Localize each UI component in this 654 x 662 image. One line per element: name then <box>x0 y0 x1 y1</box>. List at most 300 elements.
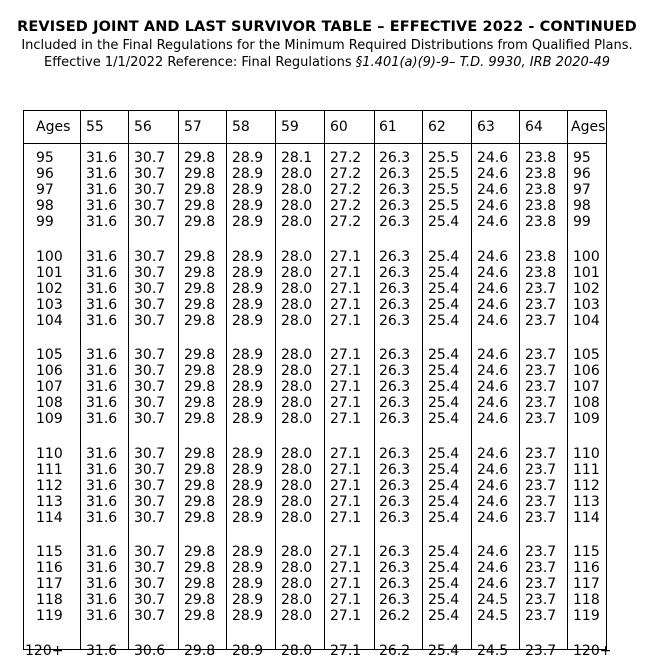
table-cell: 25.4 <box>428 493 460 510</box>
table-cell: 28.0 <box>281 296 313 313</box>
table-cell: 30.7 <box>134 182 166 199</box>
table-cell: 26.3 <box>379 166 411 183</box>
table-cell: 29.8 <box>184 347 216 363</box>
column-header: Ages <box>571 119 606 135</box>
table-cell: 29.8 <box>184 395 216 412</box>
table-cell: 26.3 <box>379 296 411 313</box>
table-cell: 26.3 <box>379 182 411 199</box>
column-header: 58 <box>232 119 250 135</box>
table-cell: 26.3 <box>379 280 411 297</box>
table-cell: 29.8 <box>184 296 216 313</box>
table-cell: 23.7 <box>525 461 557 478</box>
table-cell: 29.8 <box>184 642 216 659</box>
table-cell: 30.7 <box>134 493 166 510</box>
table-cell: 30.7 <box>134 560 166 577</box>
table-cell: 24.6 <box>477 509 509 526</box>
table-cell: 31.6 <box>86 477 118 494</box>
table-cell: 28.0 <box>281 248 313 265</box>
table-cell: 27.1 <box>330 248 362 265</box>
table-cell: 26.3 <box>379 264 411 281</box>
table-cell: 31.6 <box>86 363 118 380</box>
table-cell: 31.6 <box>86 445 118 462</box>
table-cell: 24.6 <box>477 477 509 494</box>
table-cell: 30.7 <box>134 166 166 183</box>
table-cell: 120+ <box>573 642 612 659</box>
table-cell: 31.6 <box>86 544 118 560</box>
table-cell: 28.9 <box>232 198 264 215</box>
column-divider <box>422 111 423 649</box>
column-divider <box>275 111 276 649</box>
table-cell: 23.7 <box>525 280 557 297</box>
table-cell: 30.7 <box>134 363 166 380</box>
table-cell: 28.0 <box>281 347 313 363</box>
column-divider <box>374 111 375 649</box>
table-cell: 28.0 <box>281 477 313 494</box>
page-title: REVISED JOINT AND LAST SURVIVOR TABLE – EFFECTIVE 2022 - CONTINUED <box>17 19 637 35</box>
table-cell: 31.6 <box>86 592 118 609</box>
table-cell: 28.0 <box>281 264 313 281</box>
table-cell: 27.1 <box>330 544 362 560</box>
column-header: 64 <box>525 119 543 135</box>
table-cell: 24.6 <box>477 312 509 329</box>
table-cell: 28.9 <box>232 347 264 363</box>
table-cell: 28.0 <box>281 493 313 510</box>
table-cell: 31.6 <box>86 608 118 625</box>
table-cell: 27.2 <box>330 182 362 199</box>
table-cell: 27.1 <box>330 592 362 609</box>
table-cell: 28.9 <box>232 264 264 281</box>
table-cell: 28.9 <box>232 182 264 199</box>
table-cell: 26.3 <box>379 363 411 380</box>
table-cell: 28.0 <box>281 608 313 625</box>
table-cell: 28.9 <box>232 477 264 494</box>
table-cell: 28.9 <box>232 363 264 380</box>
table-cell: 27.2 <box>330 166 362 183</box>
subtitle-line-2 <box>0 55 654 70</box>
table-cell: 30.7 <box>134 395 166 412</box>
table-cell: 24.6 <box>477 445 509 462</box>
table-cell: 24.5 <box>477 592 509 609</box>
table-cell: 23.8 <box>525 182 557 199</box>
table-cell: 26.3 <box>379 544 411 560</box>
table-cell: 28.9 <box>232 150 264 166</box>
table-cell: 25.4 <box>428 248 460 265</box>
table-cell: 28.0 <box>281 560 313 577</box>
column-divider <box>471 111 472 649</box>
table-cell: 25.4 <box>428 544 460 560</box>
table-cell: 30.7 <box>134 544 166 560</box>
table-cell: 25.4 <box>428 379 460 396</box>
table-cell: 24.6 <box>477 493 509 510</box>
table-cell: 108 <box>573 395 600 412</box>
table-cell: 30.7 <box>134 411 166 428</box>
table-cell: 24.6 <box>477 248 509 265</box>
column-header: Ages <box>36 119 71 135</box>
table-cell: 31.6 <box>86 509 118 526</box>
table-cell: 26.3 <box>379 592 411 609</box>
table-cell: 24.6 <box>477 150 509 166</box>
table-cell: 29.8 <box>184 248 216 265</box>
table-cell: 27.1 <box>330 461 362 478</box>
table-cell: 28.9 <box>232 445 264 462</box>
table-cell: 31.6 <box>86 248 118 265</box>
table-cell: 28.9 <box>232 509 264 526</box>
table-cell: 107 <box>36 379 63 396</box>
table-cell: 27.1 <box>330 363 362 380</box>
table-cell: 23.8 <box>525 198 557 215</box>
column-header: 57 <box>184 119 202 135</box>
table-cell: 29.8 <box>184 264 216 281</box>
table-cell: 23.7 <box>525 560 557 577</box>
table-cell: 25.4 <box>428 576 460 593</box>
table-cell: 25.5 <box>428 198 460 215</box>
table-cell: 98 <box>36 198 54 215</box>
table-cell: 23.7 <box>525 347 557 363</box>
table-cell: 27.1 <box>330 280 362 297</box>
table-cell: 28.0 <box>281 509 313 526</box>
table-cell: 31.6 <box>86 182 118 199</box>
table-cell: 118 <box>573 592 600 609</box>
table-cell: 23.7 <box>525 642 557 659</box>
table-cell: 28.0 <box>281 576 313 593</box>
table-cell: 29.8 <box>184 379 216 396</box>
table-cell: 30.7 <box>134 445 166 462</box>
table-cell: 27.1 <box>330 264 362 281</box>
table-cell: 101 <box>36 264 63 281</box>
table-cell: 25.4 <box>428 461 460 478</box>
table-cell: 102 <box>573 280 600 297</box>
table-cell: 25.4 <box>428 608 460 625</box>
table-cell: 29.8 <box>184 461 216 478</box>
column-header: 61 <box>379 119 397 135</box>
table-cell: 105 <box>36 347 63 363</box>
table-cell: 26.2 <box>379 608 411 625</box>
table-cell: 103 <box>573 296 600 313</box>
table-cell: 31.6 <box>86 280 118 297</box>
table-cell: 29.8 <box>184 576 216 593</box>
table-cell: 29.8 <box>184 150 216 166</box>
table-cell: 31.6 <box>86 642 118 659</box>
table-cell: 28.0 <box>281 198 313 215</box>
table-cell: 27.2 <box>330 150 362 166</box>
table-cell: 23.8 <box>525 166 557 183</box>
column-divider <box>567 111 568 649</box>
table-cell: 100 <box>36 248 63 265</box>
table-cell: 28.0 <box>281 214 313 231</box>
table-cell: 118 <box>36 592 63 609</box>
table-cell: 28.9 <box>232 312 264 329</box>
table-cell: 115 <box>36 544 63 560</box>
table-cell: 29.8 <box>184 280 216 297</box>
table-cell: 25.4 <box>428 264 460 281</box>
table-cell: 114 <box>36 509 63 526</box>
table-cell: 95 <box>573 150 591 166</box>
table-cell: 27.2 <box>330 198 362 215</box>
table-cell: 28.0 <box>281 642 313 659</box>
table-cell: 28.9 <box>232 493 264 510</box>
table-cell: 28.0 <box>281 461 313 478</box>
table-cell: 25.4 <box>428 280 460 297</box>
table-cell: 26.3 <box>379 509 411 526</box>
table-cell: 24.6 <box>477 296 509 313</box>
table-cell: 26.3 <box>379 198 411 215</box>
table-cell: 30.7 <box>134 347 166 363</box>
table-cell: 26.3 <box>379 461 411 478</box>
table-cell: 24.6 <box>477 264 509 281</box>
table-cell: 113 <box>573 493 600 510</box>
table-cell: 29.8 <box>184 509 216 526</box>
table-cell: 30.7 <box>134 248 166 265</box>
table-cell: 31.6 <box>86 214 118 231</box>
table-cell: 26.3 <box>379 395 411 412</box>
table-cell: 29.8 <box>184 608 216 625</box>
table-cell: 30.7 <box>134 280 166 297</box>
table-cell: 30.6 <box>134 642 166 659</box>
table-cell: 24.6 <box>477 461 509 478</box>
column-header: 59 <box>281 119 299 135</box>
table-cell: 30.7 <box>134 576 166 593</box>
table-cell: 30.7 <box>134 509 166 526</box>
table-cell: 31.6 <box>86 576 118 593</box>
table-cell: 112 <box>36 477 63 494</box>
table-cell: 24.6 <box>477 576 509 593</box>
table-cell: 113 <box>36 493 63 510</box>
table-cell: 27.1 <box>330 477 362 494</box>
table-cell: 117 <box>573 576 600 593</box>
table-cell: 107 <box>573 379 600 396</box>
table-cell: 31.6 <box>86 347 118 363</box>
table-cell: 29.8 <box>184 477 216 494</box>
table-cell: 31.6 <box>86 395 118 412</box>
table-cell: 28.9 <box>232 544 264 560</box>
table-cell: 29.8 <box>184 166 216 183</box>
table-cell: 109 <box>36 411 63 428</box>
table-cell: 26.2 <box>379 642 411 659</box>
table-cell: 27.1 <box>330 642 362 659</box>
table-cell: 25.4 <box>428 560 460 577</box>
table-cell: 25.5 <box>428 150 460 166</box>
table-cell: 24.6 <box>477 560 509 577</box>
table-cell: 111 <box>36 461 63 478</box>
table-cell: 28.0 <box>281 182 313 199</box>
table-cell: 24.6 <box>477 411 509 428</box>
table-cell: 29.8 <box>184 493 216 510</box>
table-cell: 99 <box>573 214 591 231</box>
table-cell: 25.4 <box>428 296 460 313</box>
column-divider <box>80 111 81 649</box>
table-cell: 23.7 <box>525 608 557 625</box>
table-cell: 31.6 <box>86 493 118 510</box>
table-cell: 120+ <box>25 642 64 659</box>
table-cell: 23.7 <box>525 544 557 560</box>
table-cell: 31.6 <box>86 560 118 577</box>
table-cell: 29.8 <box>184 363 216 380</box>
table-cell: 25.5 <box>428 182 460 199</box>
table-cell: 29.8 <box>184 544 216 560</box>
table-cell: 27.1 <box>330 608 362 625</box>
table-cell: 24.5 <box>477 608 509 625</box>
table-cell: 106 <box>36 363 63 380</box>
table-cell: 31.6 <box>86 150 118 166</box>
table-cell: 23.7 <box>525 411 557 428</box>
table-cell: 98 <box>573 198 591 215</box>
table-cell: 108 <box>36 395 63 412</box>
table-cell: 28.0 <box>281 395 313 412</box>
table-cell: 100 <box>573 248 600 265</box>
table-cell: 27.2 <box>330 214 362 231</box>
table-cell: 114 <box>573 509 600 526</box>
table-cell: 25.4 <box>428 642 460 659</box>
table-cell: 24.6 <box>477 198 509 215</box>
table-cell: 28.0 <box>281 411 313 428</box>
table-cell: 97 <box>573 182 591 199</box>
table-cell: 23.7 <box>525 395 557 412</box>
table-cell: 31.6 <box>86 461 118 478</box>
column-header: 56 <box>134 119 152 135</box>
table-cell: 97 <box>36 182 54 199</box>
table-cell: 95 <box>36 150 54 166</box>
table-cell: 28.9 <box>232 395 264 412</box>
table-cell: 29.8 <box>184 198 216 215</box>
table-cell: 103 <box>36 296 63 313</box>
table-cell: 30.7 <box>134 379 166 396</box>
table-cell: 24.6 <box>477 214 509 231</box>
table-cell: 116 <box>36 560 63 577</box>
table-cell: 30.7 <box>134 198 166 215</box>
table-cell: 30.7 <box>134 608 166 625</box>
table-cell: 105 <box>573 347 600 363</box>
table-cell: 24.6 <box>477 395 509 412</box>
table-cell: 29.8 <box>184 214 216 231</box>
table-cell: 25.4 <box>428 592 460 609</box>
table-cell: 29.8 <box>184 560 216 577</box>
table-cell: 27.1 <box>330 395 362 412</box>
table-cell: 24.6 <box>477 182 509 199</box>
survivor-table <box>23 110 612 659</box>
table-cell: 23.7 <box>525 296 557 313</box>
table-cell: 23.7 <box>525 445 557 462</box>
table-cell: 101 <box>573 264 600 281</box>
table-cell: 27.1 <box>330 379 362 396</box>
table-cell: 26.3 <box>379 411 411 428</box>
table-cell: 26.3 <box>379 477 411 494</box>
table-cell: 25.4 <box>428 347 460 363</box>
table-cell: 25.4 <box>428 363 460 380</box>
table-cell: 23.8 <box>525 248 557 265</box>
column-header: 60 <box>330 119 348 135</box>
table-cell: 25.4 <box>428 395 460 412</box>
table-cell: 23.7 <box>525 477 557 494</box>
table-cell: 117 <box>36 576 63 593</box>
table-cell: 28.9 <box>232 166 264 183</box>
table-cell: 26.3 <box>379 493 411 510</box>
table-cell: 29.8 <box>184 182 216 199</box>
table-cell: 28.9 <box>232 461 264 478</box>
table-cell: 28.0 <box>281 312 313 329</box>
table-cell: 23.7 <box>525 576 557 593</box>
table-cell: 96 <box>36 166 54 183</box>
table-cell: 29.8 <box>184 445 216 462</box>
table-cell: 24.5 <box>477 642 509 659</box>
table-cell: 26.3 <box>379 576 411 593</box>
column-header: 63 <box>477 119 495 135</box>
table-cell: 28.9 <box>232 280 264 297</box>
table-cell: 23.8 <box>525 214 557 231</box>
table-cell: 30.7 <box>134 296 166 313</box>
table-cell: 28.0 <box>281 379 313 396</box>
table-cell: 25.4 <box>428 411 460 428</box>
table-cell: 23.7 <box>525 363 557 380</box>
table-cell: 31.6 <box>86 198 118 215</box>
table-cell: 23.7 <box>525 592 557 609</box>
table-cell: 23.8 <box>525 150 557 166</box>
table-cell: 30.7 <box>134 312 166 329</box>
table-cell: 26.3 <box>379 214 411 231</box>
reference-prefix: Effective 1/1/2022 Reference: Final Regulations <box>43 55 352 70</box>
table-cell: 29.8 <box>184 411 216 428</box>
table-cell: 31.6 <box>86 411 118 428</box>
table-cell: 26.3 <box>379 560 411 577</box>
table-cell: 30.7 <box>134 214 166 231</box>
table-cell: 116 <box>573 560 600 577</box>
table-cell: 28.1 <box>281 150 313 166</box>
table-cell: 27.1 <box>330 493 362 510</box>
table-cell: 24.6 <box>477 379 509 396</box>
table-cell: 31.6 <box>86 379 118 396</box>
table-cell: 25.4 <box>428 445 460 462</box>
table-cell: 28.0 <box>281 363 313 380</box>
table-cell: 27.1 <box>330 576 362 593</box>
table-cell: 25.5 <box>428 166 460 183</box>
table-cell: 119 <box>573 608 600 625</box>
table-cell: 28.9 <box>232 411 264 428</box>
table-cell: 26.3 <box>379 445 411 462</box>
table-cell: 24.6 <box>477 544 509 560</box>
column-divider <box>519 111 520 649</box>
table-cell: 30.7 <box>134 264 166 281</box>
table-cell: 28.9 <box>232 248 264 265</box>
table-cell: 23.7 <box>525 509 557 526</box>
table-cell: 110 <box>573 445 600 462</box>
table-cell: 112 <box>573 477 600 494</box>
table-cell: 30.7 <box>134 150 166 166</box>
table-cell: 26.3 <box>379 150 411 166</box>
column-divider <box>178 111 179 649</box>
table-cell: 30.7 <box>134 477 166 494</box>
table-cell: 30.7 <box>134 592 166 609</box>
table-cell: 28.9 <box>232 214 264 231</box>
table-cell: 28.9 <box>232 592 264 609</box>
reference-citation: §1.401(a)(9)-9– T.D. 9930, IRB 2020-49 <box>355 55 610 70</box>
table-cell: 31.6 <box>86 312 118 329</box>
table-cell: 27.1 <box>330 312 362 329</box>
table-cell: 25.4 <box>428 509 460 526</box>
column-header: 55 <box>86 119 104 135</box>
table-cell: 104 <box>573 312 600 329</box>
table-cell: 25.4 <box>428 214 460 231</box>
table-cell: 24.6 <box>477 280 509 297</box>
table-cell: 29.8 <box>184 312 216 329</box>
table-cell: 26.3 <box>379 347 411 363</box>
table-cell: 28.9 <box>232 608 264 625</box>
table-cell: 106 <box>573 363 600 380</box>
table-cell: 110 <box>36 445 63 462</box>
table-cell: 25.4 <box>428 312 460 329</box>
table-cell: 23.7 <box>525 379 557 396</box>
table-cell: 28.0 <box>281 445 313 462</box>
table-cell: 30.7 <box>134 461 166 478</box>
subtitle-line-1: Included in the Final Regulations for the Minimum Required Distributions from Qualified Plans. <box>21 38 633 53</box>
